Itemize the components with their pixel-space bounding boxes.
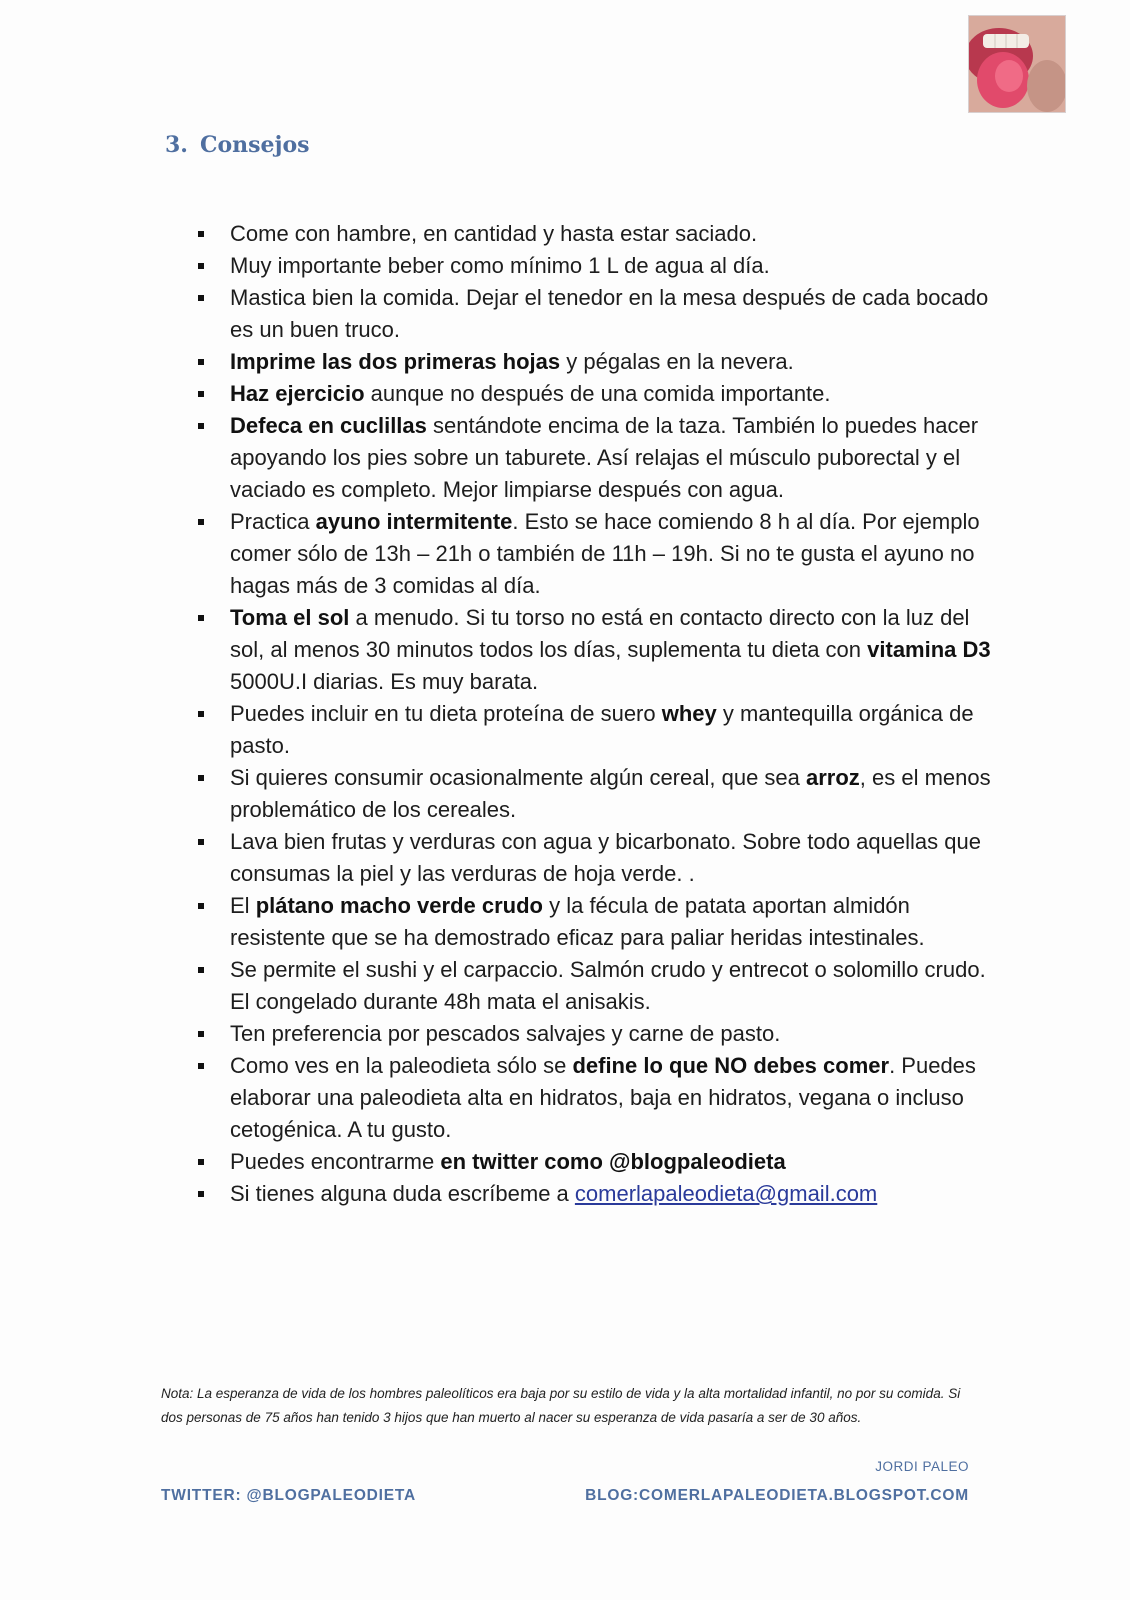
tip-text: . Puedes elaborar una paleodieta alta en hidratos, baja en hidratos, vegana o incluso cetogénica. A tu gusto. bbox=[230, 1053, 976, 1142]
emphasis-text: Defeca en cuclillas bbox=[230, 413, 427, 438]
tip-text: Come con hambre, en cantidad y hasta estar saciado. bbox=[230, 221, 758, 246]
tip-text: Puedes incluir en tu dieta proteína de suero bbox=[230, 701, 662, 726]
tip-text: a menudo. Si tu torso no está en contacto directo con la luz del sol, al menos 30 minutos todos los días, suplementa tu dieta con bbox=[230, 605, 970, 662]
tip-text: y pégalas en la nevera. bbox=[560, 349, 794, 374]
footnote: Nota: La esperanza de vida de los hombres paleolíticos era baja por su estilo de vida y la alta mortalidad infantil, no por su comida. Si dos personas de 75 años han tenido 3 hijos que han muerto al nacer su esperanza de vida pasaría a ser de 30 años. bbox=[161, 1386, 961, 1425]
emphasis-text: Haz ejercicio bbox=[230, 381, 365, 406]
list-item bbox=[196, 282, 996, 346]
tip-text: Si quieres consumir ocasionalmente algún cereal, que sea bbox=[230, 765, 806, 790]
section-number: 3. bbox=[165, 132, 188, 158]
emphasis-text: plátano macho verde crudo bbox=[255, 893, 543, 918]
tip-text: y la fécula de patata aportan almidón resistente que se ha demostrado eficaz para paliar heridas intestinales. bbox=[230, 893, 925, 950]
emphasis-text: whey bbox=[661, 701, 717, 726]
twitter-handle: TWITTER: @BLOGPALEODIETA bbox=[161, 1487, 417, 1504]
list-item bbox=[196, 1018, 996, 1050]
list-item bbox=[196, 762, 996, 826]
list-item bbox=[196, 346, 996, 378]
tip-text: Si tienes alguna duda escríbeme a bbox=[230, 1181, 575, 1206]
emphasis-text: define lo que NO debes comer bbox=[572, 1053, 890, 1078]
tip-text: Muy importante beber como mínimo 1 L de agua al día. bbox=[230, 253, 770, 278]
email-link[interactable]: comerlapaleodieta@gmail.com bbox=[574, 1181, 878, 1206]
list-item bbox=[196, 698, 996, 762]
tip-text: Lava bien frutas y verduras con agua y bicarbonato. Sobre todo aquellas que consumas la piel y las verduras de hoja verde. . bbox=[230, 829, 981, 886]
tip-text: Ten preferencia por pescados salvajes y carne de pasto. bbox=[230, 1021, 781, 1046]
list-item bbox=[196, 378, 996, 410]
list-item bbox=[196, 826, 996, 890]
tip-text: aunque no después de una comida importante. bbox=[364, 381, 831, 406]
emphasis-text: arroz bbox=[806, 765, 860, 790]
list-item bbox=[196, 1050, 996, 1146]
emphasis-text: vitamina D3 bbox=[867, 637, 991, 662]
tip-text: Se permite el sushi y el carpaccio. Salmón crudo y entrecot o solomillo crudo. El congelado durante 48h mata el anisakis. bbox=[230, 957, 986, 1014]
list-item bbox=[196, 890, 996, 954]
tip-text: sentándote encima de la taza. También lo puedes hacer apoyando los pies sobre un taburete. Así relajas el músculo puborectal y el vaciado es completo. Mejor limpiarse después con agua. bbox=[230, 413, 979, 502]
tip-text: Puedes encontrarme bbox=[230, 1149, 441, 1174]
list-item bbox=[196, 602, 996, 698]
tip-text: y mantequilla orgánica de pasto. bbox=[230, 701, 974, 758]
header-photo bbox=[968, 15, 1066, 113]
section-heading bbox=[165, 132, 310, 158]
list-item bbox=[196, 250, 996, 282]
blog-url: BLOG:COMERLAPALEODIETA.BLOGSPOT.COM bbox=[585, 1487, 969, 1504]
tips-list bbox=[196, 218, 996, 1210]
list-item bbox=[196, 1178, 996, 1210]
author-name: JORDI PALEO bbox=[875, 1459, 969, 1474]
list-item bbox=[196, 954, 996, 1018]
emphasis-text: Imprime las dos primeras hojas bbox=[230, 349, 561, 374]
list-item bbox=[196, 410, 996, 506]
emphasis-text: ayuno intermitente bbox=[315, 509, 513, 534]
tip-text: , es el menos problemático de los cereales. bbox=[230, 765, 991, 822]
tip-text: El bbox=[230, 893, 256, 918]
list-item bbox=[196, 506, 996, 602]
emphasis-text: en twitter como @blogpaleodieta bbox=[440, 1149, 786, 1174]
tip-text: . Esto se hace comiendo 8 h al día. Por ejemplo comer sólo de 13h – 21h o también de 11h – 19h. Si no te gusta el ayuno no hagas más de 3 comidas al día. bbox=[230, 509, 980, 598]
tip-text: Practica bbox=[230, 509, 316, 534]
list-item bbox=[196, 218, 996, 250]
section-title: Consejos bbox=[199, 132, 310, 158]
emphasis-text: Toma el sol bbox=[230, 605, 350, 630]
tip-text: Como ves en la paleodieta sólo se bbox=[230, 1053, 573, 1078]
list-item bbox=[196, 1146, 996, 1178]
tip-text: 5000U.I diarias. Es muy barata. bbox=[230, 669, 539, 694]
tip-text: Mastica bien la comida. Dejar el tenedor en la mesa después de cada bocado es un buen truco. bbox=[230, 285, 989, 342]
